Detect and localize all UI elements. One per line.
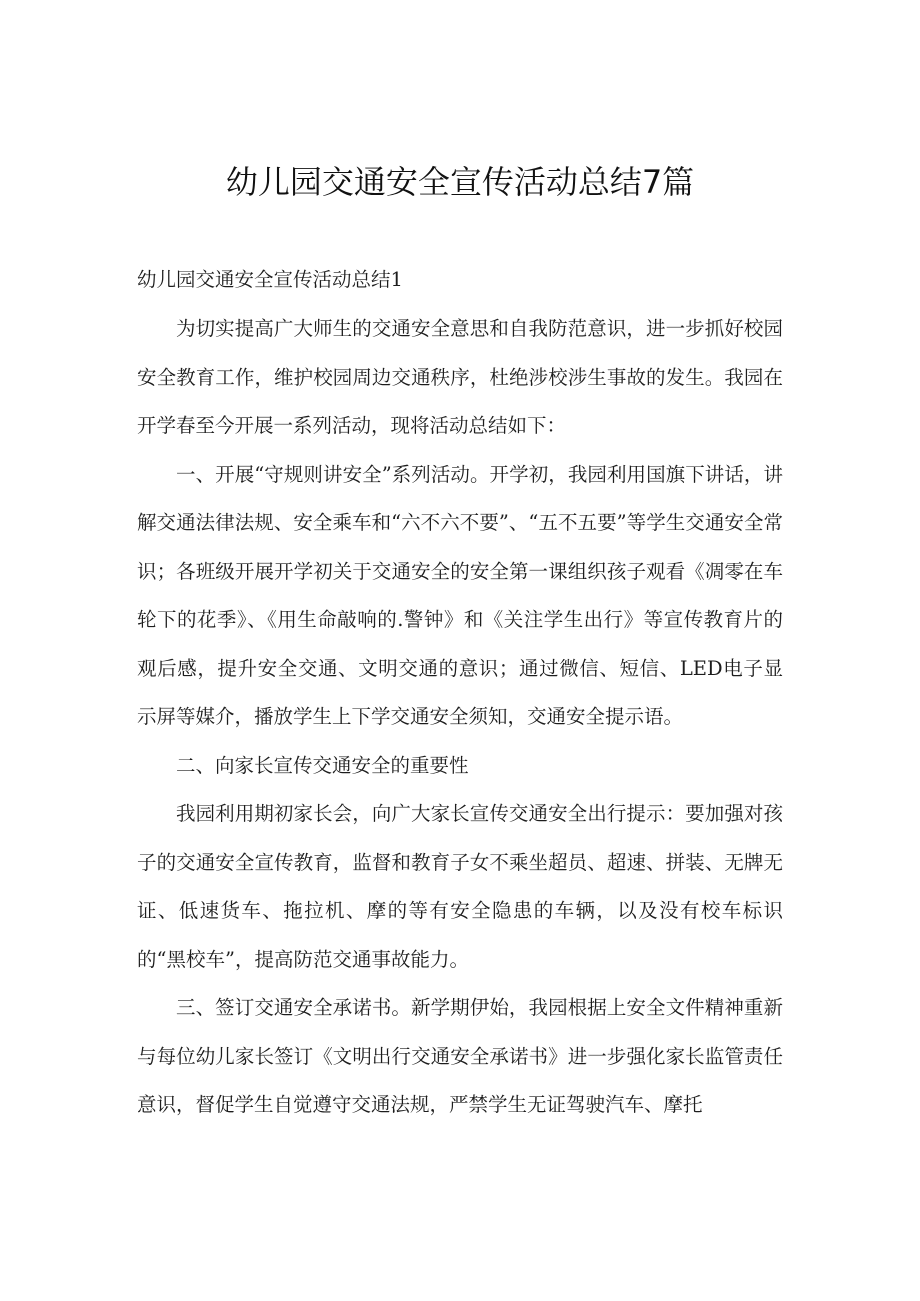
paragraph-heading-2: 二、向家长宣传交通安全的重要性 xyxy=(176,753,469,777)
document-title: 幼儿园交通安全宣传活动总结7篇 xyxy=(225,163,695,201)
paragraph-section-3: 三、签订交通安全承诺书。新学期伊始，我园根据上安全文件精神重新与每位幼儿家长签订《文明出行交通安全承诺书》进一步强化家长监管责任意识，督促学生自觉遵守交通法规，严禁学生无证驾驶汽车、摩托 xyxy=(137,996,783,1116)
paragraph-intro: 为切实提高广大师生的交通安全意思和自我防范意识，进一步抓好校园安全教育工作，维护校园周边交通秩序，杜绝涉校涉生事故的发生。我园在开学春至今开展一系列活动，现将活动总结如下： xyxy=(137,317,783,437)
section-heading: 幼儿园交通安全宣传活动总结1 xyxy=(137,268,403,291)
paragraph-section-1: 一、开展“守规则讲安全”系列活动。开学初，我园利用国旗下讲话，讲解交通法律法规、安全乘车和“六不六不要”、“五不五要”等学生交通安全常识；各班级开展开学初关于交通安全的安全第一课组织孩子观看《凋零在车轮下的花季》、《用生命敲响的.警钟》和《关注学生出行》等宣传教育片的观后感，提升安全交通、文明交通的意识；通过微信、短信、LED电子显示屏等媒介，播放学生上下学交通安全须知，交通安全提示语。 xyxy=(137,462,783,728)
document-body xyxy=(137,305,783,1130)
paragraph-section-2: 我园利用期初家长会，向广大家长宣传交通安全出行提示：要加强对孩子的交通安全宣传教育，监督和教育子女不乘坐超员、超速、拼装、无牌无证、低速货车、拖拉机、摩的等有安全隐患的车辆，以及没有校车标识的“黑校车”，提高防范交通事故能力。 xyxy=(137,802,783,971)
